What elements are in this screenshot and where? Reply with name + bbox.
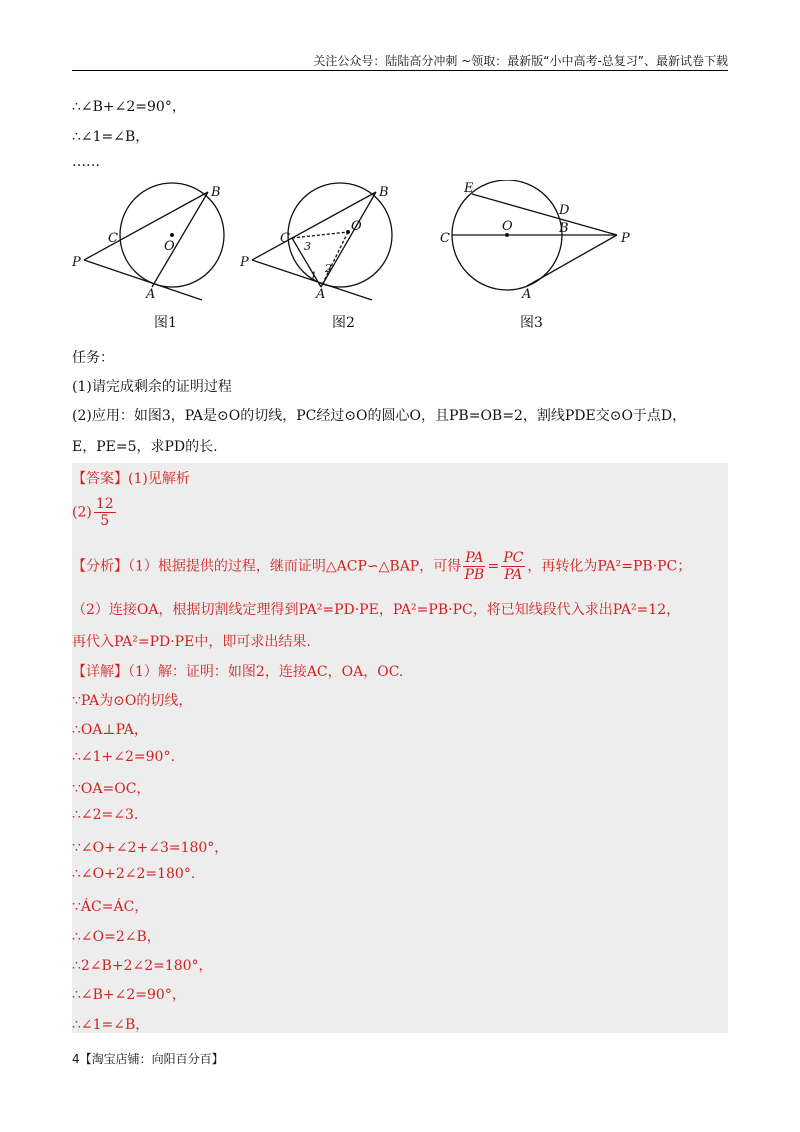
proof-ellipsis: …… xyxy=(72,154,100,170)
detail-intro: （1）解：证明：如图2，连接AC，OA，OC. xyxy=(128,664,404,680)
analysis-text-1b: ，再转化为PA²=PB·PC； xyxy=(527,558,692,575)
fig1-label-c: C xyxy=(108,231,118,246)
analysis-fraction-2 xyxy=(501,550,525,583)
fig3-label-o: O xyxy=(502,219,513,234)
fig2-label-b: B xyxy=(379,185,389,200)
detail-line-4: ∵OA=OC， xyxy=(72,781,151,797)
task-title: 任务： xyxy=(72,350,114,366)
detail-tag: 【详解】 xyxy=(72,664,128,680)
fig3-label-e: E xyxy=(464,181,474,196)
answer-tag: 【答案】 xyxy=(72,471,128,487)
detail-line-8: ∵ÁC=ÁC， xyxy=(72,899,149,915)
fig3-secant-pde xyxy=(472,194,617,235)
frac1-den: PB xyxy=(464,567,485,583)
proof-line-1: ∴∠B+∠2=90°， xyxy=(72,99,186,115)
geometry-figures xyxy=(72,180,672,330)
analysis-line-3: 再代入PA²=PD·PE中，即可求出结果. xyxy=(72,634,311,650)
figure-3-caption: 图3 xyxy=(520,315,543,331)
analysis-text-1a: （1）根据提供的过程，继而证明△ACP∽△BAP，可得 xyxy=(128,558,462,575)
fig2-label-o: O xyxy=(351,219,362,234)
fig2-label-2: 2 xyxy=(325,262,332,275)
fig2-label-3: 3 xyxy=(304,240,311,253)
fig3-label-d: D xyxy=(559,203,570,218)
detail-line-2: ∴OA⊥PA， xyxy=(72,722,148,738)
figure-1-caption: 图1 xyxy=(154,315,177,331)
task-q1: (1)请完成剩余的证明过程 xyxy=(72,379,232,395)
fig3-label-c: C xyxy=(440,231,450,246)
analysis-tag: 【分析】 xyxy=(72,558,128,575)
detail-line-10: ∴2∠B+2∠2=180°， xyxy=(72,958,213,974)
frac1-num: PA xyxy=(465,550,484,566)
fig3-label-a: A xyxy=(522,287,532,302)
task-q2-line1: (2)应用：如图3，PA是⊙O的切线，PC经过⊙O的圆心O，且PB=OB=2，割线PDE交⊙O于点D， xyxy=(72,408,687,424)
fig2-label-a: A xyxy=(316,287,326,302)
fig1-tangent xyxy=(84,260,202,300)
analysis-line-2: （2）连接OA，根据切割线定理得到PA²=PD·PE，PA²=PB·PC，将已知线段代入求出PA²=12， xyxy=(72,602,681,618)
answer-numerator: 12 xyxy=(95,496,114,512)
fig1-label-p: P xyxy=(72,255,81,270)
page-footer: 4【淘宝店铺：向阳百分百】 xyxy=(72,1052,224,1066)
answer-part-2-prefix: (2) xyxy=(72,504,92,521)
solution-box xyxy=(72,463,728,1033)
fig3-tangent-pa xyxy=(527,235,617,286)
detail-line-1: ∵PA为⊙O的切线， xyxy=(72,693,193,709)
fig1-label-o: O xyxy=(164,239,175,254)
detail-line-6: ∵∠O+∠2+∠3=180°， xyxy=(72,840,229,856)
fig3-label-p: P xyxy=(621,231,630,246)
page-header: 关注公众号：陆陆高分冲刺 ~领取：最新版“小中高考-总复习”、最新试卷下载 xyxy=(313,54,728,68)
detail-line-5: ∴∠2=∠3. xyxy=(72,807,139,823)
fig1-secant xyxy=(84,192,208,260)
fig2-label-c: C xyxy=(280,231,290,246)
detail-line-0 xyxy=(72,661,403,681)
fig2-label-1: 1 xyxy=(310,270,317,283)
analysis-fraction-1 xyxy=(463,550,485,583)
answer-line-1 xyxy=(72,468,190,488)
fig2-label-p: P xyxy=(240,255,249,270)
detail-line-3: ∴∠1+∠2=90°. xyxy=(72,749,175,765)
frac2-den: PA xyxy=(504,567,523,583)
task-q2-line2: E，PE=5，求PD的长. xyxy=(72,439,218,455)
fig2-circle xyxy=(288,183,392,287)
frac2-num: PC xyxy=(503,550,524,566)
answer-fraction xyxy=(94,496,116,529)
header-divider xyxy=(72,70,728,71)
fig1-chord-ab xyxy=(152,192,208,287)
analysis-line-1 xyxy=(72,550,691,583)
answer-denominator: 5 xyxy=(100,513,110,529)
proof-line-2: ∴∠1=∠B， xyxy=(72,129,150,145)
figure-2-caption: 图2 xyxy=(332,315,355,331)
detail-line-11: ∴∠B+∠2=90°， xyxy=(72,987,186,1003)
analysis-eq: = xyxy=(487,558,500,575)
answer-part-1: (1)见解析 xyxy=(128,471,190,487)
detail-line-7: ∴∠O+2∠2=180°. xyxy=(72,866,196,882)
fig1-label-b: B xyxy=(211,185,221,200)
fig3-label-b: B xyxy=(559,221,569,236)
detail-line-12: ∴∠1=∠B， xyxy=(72,1017,150,1033)
fig2-oa xyxy=(321,232,348,287)
fig1-label-a: A xyxy=(146,287,156,302)
answer-line-2 xyxy=(72,496,118,529)
detail-line-9: ∴∠O=2∠B， xyxy=(72,929,161,945)
